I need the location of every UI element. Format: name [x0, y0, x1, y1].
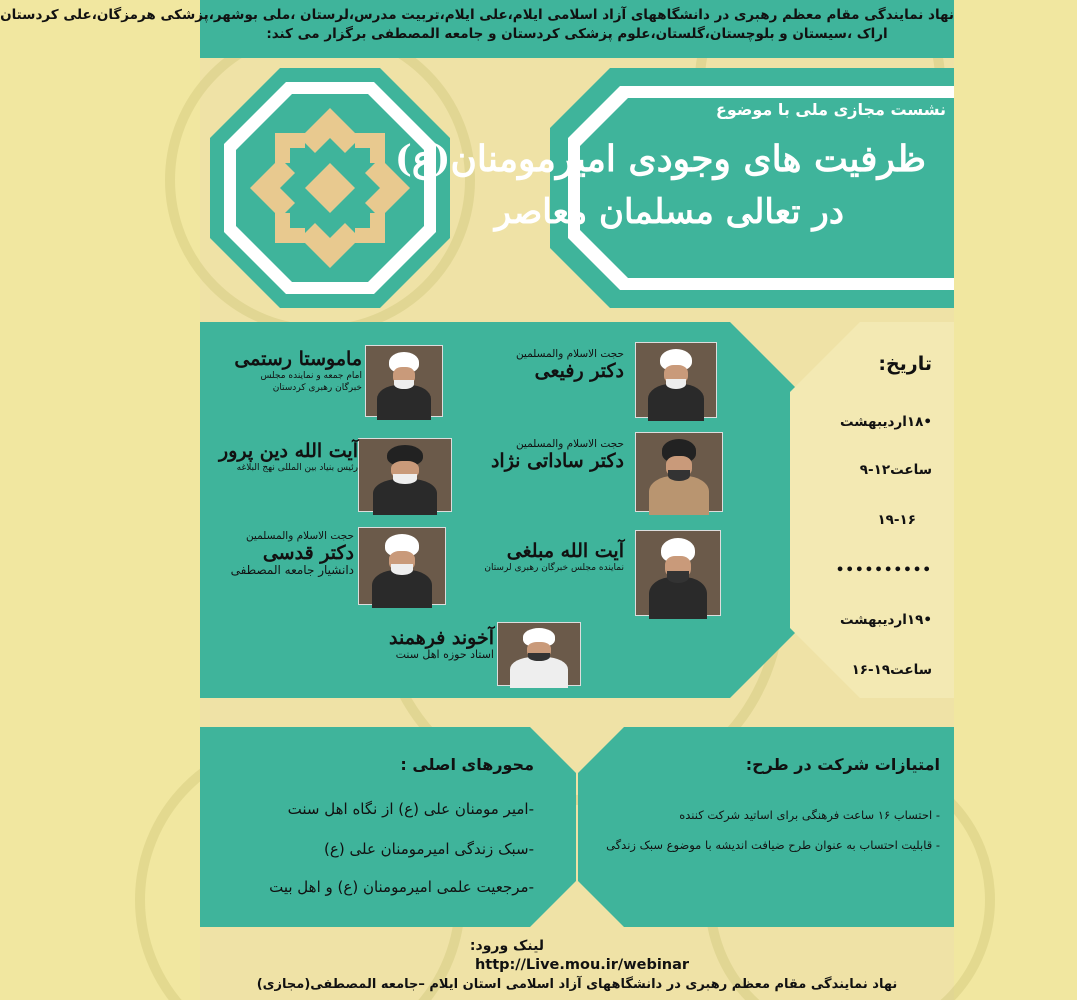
speaker-card	[454, 438, 624, 472]
schedule-time-1a: ساعت۱۲-۹	[859, 462, 932, 478]
schedule-day-2: •۱۹اردیبهشت	[840, 612, 932, 628]
benefits-heading: امتیازات شرکت در طرح:	[745, 755, 940, 774]
benefit-item: - قابلیت احتساب به عنوان طرح ضیافت اندیشه با موضوع سبک زندگی	[606, 838, 940, 852]
speaker-role: استاد حوزه اهل سنت	[395, 648, 494, 661]
speaker-card	[192, 348, 362, 394]
speaker-name: ماموستا رستمی	[234, 348, 362, 370]
speaker-name: دکتر رفیعی	[534, 360, 624, 382]
webinar-link[interactable]: http://Live.mou.ir/webinar	[474, 957, 690, 973]
speaker-photo	[635, 342, 717, 418]
speaker-photo	[497, 622, 581, 686]
speaker-role: امام جمعه و نماینده مجلس	[260, 371, 362, 381]
schedule-title: تاریخ:	[878, 353, 932, 375]
speaker-card	[444, 540, 624, 574]
speaker-photo	[635, 530, 721, 616]
link-title: لینک ورود:	[469, 938, 545, 954]
title-subtitle: نشست مجازی ملی با موضوع	[715, 100, 946, 119]
speaker-card	[324, 627, 494, 661]
topic-item: -امیر مومنان علی (ع) از نگاه اهل سنت	[287, 800, 534, 818]
speaker-name: آیت الله دین پرور	[219, 440, 358, 462]
speaker-title: حجت الاسلام والمسلمین	[245, 530, 354, 542]
topic-item: -سبک زندگی امیرمومنان علی (ع)	[324, 840, 534, 858]
title-main-line-2: در تعالی مسلمان معاصر	[494, 192, 844, 232]
speaker-name: دکتر قدسی	[262, 542, 354, 564]
organizer-line-2: اراک ،سیستان و بلوچستان،گلستان،علوم پزشکی کردستان و جامعه المصطفی برگزار می کند:	[266, 26, 888, 42]
topic-item: -مرجعیت علمی امیرمومنان (ع) و اهل بیت	[269, 878, 534, 896]
speaker-name: دکتر ساداتی نژاد	[490, 450, 624, 472]
speaker-title: حجت الاسلام والمسلمین	[515, 438, 624, 450]
speaker-card	[188, 440, 358, 474]
speaker-role: نماینده مجلس خبرگان رهبری لرستان	[484, 563, 624, 573]
speaker-photo	[358, 438, 452, 512]
title-main: ظرفیت های وجودی امیرمومنان(ع)	[394, 138, 926, 180]
speaker-photo	[365, 345, 443, 417]
speaker-name: آخوند فرهمند	[389, 627, 494, 649]
schedule-panel	[790, 322, 954, 698]
speaker-role: رئیس بنیاد بین المللی نهج البلاغه	[236, 463, 358, 473]
event-logo	[210, 68, 450, 308]
schedule-day-1: •۱۸اردیبهشت	[840, 414, 932, 430]
speaker-photo	[635, 432, 723, 512]
schedule-time-2: ساعت۱۹-۱۶	[851, 662, 932, 678]
benefit-item: - احتساب ۱۶ ساعت فرهنگی برای اساتید شرکت کننده	[679, 808, 940, 822]
organizer-line-1: نهاد نمایندگی مقام معظم رهبری در دانشگاههای آزاد اسلامی ایلام،علی ایلام،تربیت مدرس،لرستان ،ملی بوشهر،پزشکی هرمزگان،علی کردستان	[0, 7, 954, 23]
topics-heading: محورهای اصلی :	[400, 755, 534, 774]
speaker-role: دانشیار جامعه المصطفی	[230, 563, 354, 577]
schedule-time-1b: ۱۹-۱۶	[877, 512, 916, 528]
speaker-photo	[358, 527, 446, 605]
speaker-card	[184, 530, 354, 576]
speaker-card	[454, 348, 624, 382]
speaker-name: آیت الله مبلغی	[506, 540, 624, 562]
schedule-separator: ••••••••••	[835, 562, 932, 578]
footer-organizer: نهاد نمایندگی مقام معظم رهبری در دانشگاههای آزاد اسلامی استان ایلام –جامعه المصطفی(مجازی)	[256, 977, 898, 992]
speaker-role: خبرگان رهبری کردستان	[272, 383, 362, 393]
speaker-title: حجت الاسلام والمسلمین	[515, 348, 624, 360]
organizer-banner	[0, 0, 954, 58]
